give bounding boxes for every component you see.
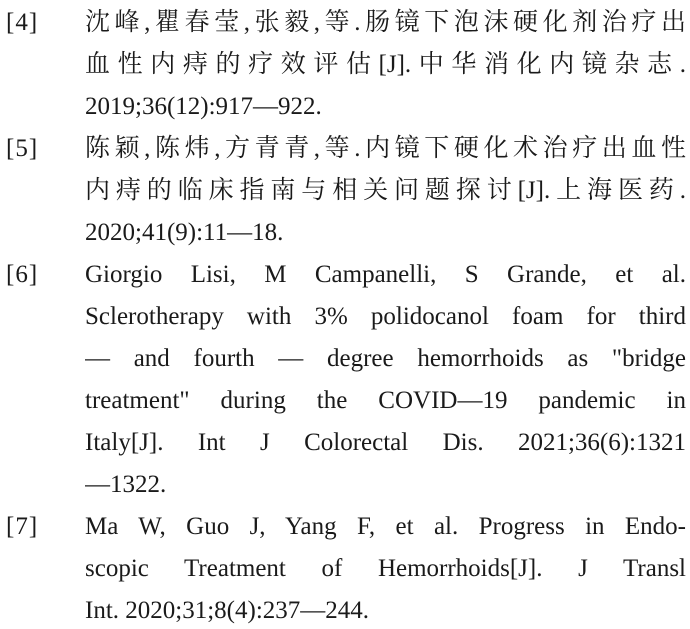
- reference-line: treatment" during the COVID—19 pandemic in: [85, 387, 686, 414]
- reference-line: Sclerotherapy with 3% polidocanol foam for third: [85, 303, 686, 330]
- reference-item-4: [0, 2, 690, 128]
- reference-line: 内痔的临床指南与相关问题探讨[J].上海医药.: [85, 177, 686, 204]
- reference-line: 2020;41(9):11—18.: [85, 219, 284, 246]
- reference-number: [6]: [6, 261, 39, 288]
- reference-line: — and fourth — degree hemorrhoids as "bridge: [85, 345, 686, 372]
- reference-number: [7]: [6, 513, 39, 540]
- reference-line: Int. 2020;31;8(4):237—244.: [85, 597, 370, 624]
- reference-number: [5]: [6, 135, 39, 162]
- reference-number: [4]: [6, 9, 39, 36]
- reference-item-5: [0, 128, 690, 254]
- reference-line: Giorgio Lisi, M Campanelli, S Grande, et al.: [85, 261, 686, 288]
- reference-line: 血性内痔的疗效评估[J].中华消化内镜杂志.: [85, 51, 686, 78]
- reference-text: [85, 254, 690, 506]
- reference-text: [85, 128, 690, 254]
- reference-line: 2019;36(12):917—922.: [85, 93, 322, 120]
- reference-line: —1322.: [85, 471, 167, 498]
- reference-line: 陈颖,陈炜,方青青,等.内镜下硬化术治疗出血性: [85, 135, 686, 162]
- reference-line: Ma W, Guo J, Yang F, et al. Progress in Endo-: [85, 513, 686, 540]
- reference-item-6: [0, 254, 690, 506]
- reference-item-7: [0, 506, 690, 629]
- reference-line: 沈峰,瞿春莹,张毅,等.肠镜下泡沫硬化剂治疗出: [85, 9, 686, 36]
- reference-line: scopic Treatment of Hemorrhoids[J]. J Transl: [85, 555, 686, 582]
- reference-text: [85, 2, 690, 128]
- reference-line: Italy[J]. Int J Colorectal Dis. 2021;36(6):1321: [85, 429, 686, 456]
- reference-text: [85, 506, 690, 629]
